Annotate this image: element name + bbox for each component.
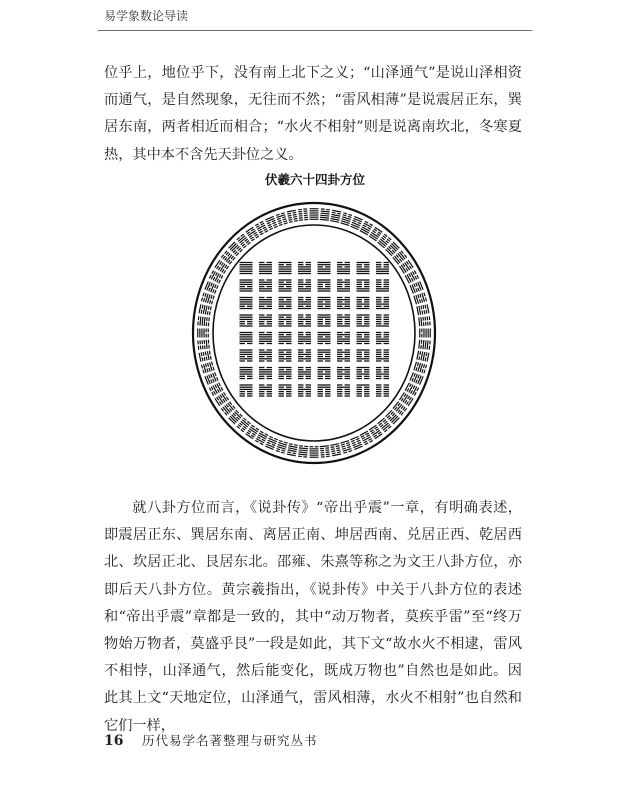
hexagram-symbol: [240, 279, 253, 291]
hexagram-symbol: [376, 349, 389, 361]
hexagram-symbol: [298, 445, 308, 458]
hexagram-symbol: [214, 392, 229, 406]
hexagram-symbol: [201, 362, 215, 374]
hexagram-symbol: [409, 281, 423, 294]
hexagram-symbol: [279, 314, 292, 326]
hexagram-symbol: [376, 262, 389, 274]
hexagram-symbol: [255, 431, 268, 446]
hexagram-symbol: [240, 332, 253, 344]
hexagram-symbol: [350, 216, 363, 230]
hexagram-symbol: [337, 332, 350, 344]
hexagram-symbol: [276, 440, 288, 454]
hexagram-symbol: [318, 332, 331, 344]
hexagram-symbol: [360, 431, 373, 446]
hexagram-symbol: [418, 340, 431, 350]
hexagram-symbol: [340, 440, 352, 454]
hexagram-symbol: [337, 297, 350, 309]
hexagram-symbol: [318, 262, 331, 274]
hexagram-symbol: [259, 349, 272, 361]
hexagram-symbol: [259, 279, 272, 291]
hexagram-symbol: [298, 349, 311, 361]
hexagram-symbol: [357, 314, 370, 326]
hexagram-symbol: [197, 340, 210, 350]
hexagram-symbol: [240, 349, 253, 361]
hexagram-symbol: [197, 329, 209, 338]
hexagram-symbol: [310, 446, 319, 458]
hexagram-symbol: [418, 316, 431, 326]
hexagram-symbol: [357, 367, 370, 379]
hexagram-symbol: [318, 279, 331, 291]
hexagram-symbol: [199, 304, 212, 315]
hexagram-symbol: [259, 332, 272, 344]
hexagram-symbol: [318, 314, 331, 326]
hexagram-symbol: [330, 210, 341, 223]
paragraph-1: 位乎上，地位乎下，没有南上北下之义；“山泽通气”是说山泽相资而通气，是自然现象，无往而不然；“雷风相薄”是说震居正东，巽居东南，两者相近而相合；“水火不相射”则是说离南坎北，冬寒夏热，其中本不含先天卦位之义。: [104, 65, 522, 163]
hexagram-symbol: [399, 260, 414, 274]
hexagram-symbol: [399, 392, 414, 406]
hexagram-symbol: [265, 436, 278, 450]
hexagram-symbol: [376, 297, 389, 309]
hexagram-symbol: [259, 262, 272, 274]
hexagram-symbol: [376, 367, 389, 379]
hexagram-symbol: [279, 332, 292, 344]
hexagram-symbol: [330, 443, 341, 456]
hexagram-symbol: [337, 349, 350, 361]
hexagram-symbol: [350, 436, 363, 450]
hexagram-symbol: [259, 297, 272, 309]
hexagram-symbol: [357, 384, 370, 396]
hexagram-symbol: [413, 292, 427, 304]
hexagram-symbol: [240, 384, 253, 396]
hexagram-symbol: [357, 332, 370, 344]
hexagram-symbol: [357, 297, 370, 309]
hexagram-symbol: [320, 208, 330, 221]
hexagram-symbol: [240, 367, 253, 379]
hexagram-symbol: [318, 297, 331, 309]
hexagram-symbol: [279, 349, 292, 361]
hexagram-symbol: [409, 372, 423, 385]
hexagram-symbol: [265, 216, 278, 230]
hexagram-symbol: [376, 384, 389, 396]
hexagram-symbol: [337, 314, 350, 326]
hexagram-symbol: [298, 314, 311, 326]
hexagram-symbol: [357, 262, 370, 274]
outer-circle: [193, 203, 435, 463]
series-title: 历代易学名著整理与研究丛书: [141, 733, 318, 748]
hexagram-symbol: [279, 279, 292, 291]
hexagram-symbol: [201, 292, 215, 304]
hexagram-symbol: [255, 221, 268, 236]
hexagram-symbol: [287, 443, 298, 456]
hexagram-symbol: [279, 367, 292, 379]
hexagram-symbol: [318, 384, 331, 396]
hexagram-symbol: [405, 270, 420, 283]
hexagram-symbol: [204, 372, 218, 385]
hexagram-symbol: [416, 304, 429, 315]
paragraph-2: 就八卦方位而言，《说卦传》“帝出乎震”一章，有明确表述，即震居正东、巽居东南、离居正南、坤居西南、兑居正西、乾居西北、坎居正北、艮居东北。邵雍、朱熹等称之为文王八卦方位，亦即后天八卦方位。黄宗羲指出，《说卦传》中关于八卦方位的表述和“帝出乎震”章都是一致的，其中“动万物者，莫疾乎雷”至“终万物始万物者，莫盛乎艮”一段是如此，其下文“故水火不相逮，雷风不相悖，山泽通气，然后能变化，既成万物也”自然也是如此。因此其上文“天地定位，山泽通气，雷风相薄，水火不相射”也自然和它们一样，: [104, 500, 522, 734]
hexagram-symbol: [419, 329, 431, 338]
hexagram-symbol: [357, 279, 370, 291]
hexagram-symbol: [298, 262, 311, 274]
hexagram-symbol: [416, 351, 429, 362]
hexagram-symbol: [337, 262, 350, 274]
figure-title: 伏羲六十四卦方位: [264, 172, 365, 187]
hexagram-symbol: [209, 382, 224, 395]
page-footer: [104, 731, 317, 749]
hexagram-symbol: [240, 314, 253, 326]
hexagram-symbol: [376, 332, 389, 344]
hexagram-ring: [197, 208, 431, 458]
hexagram-symbol: [337, 279, 350, 291]
hexagram-symbol: [197, 316, 210, 326]
header-rule: [98, 30, 532, 31]
hexagram-symbol: [405, 382, 420, 395]
hexagram-symbol: [320, 445, 330, 458]
hexagram-symbol: [279, 262, 292, 274]
hexagram-symbol: [337, 384, 350, 396]
hexagram-symbol: [340, 212, 352, 226]
hexagram-symbol: [204, 281, 218, 294]
hexagram-symbol: [276, 212, 288, 226]
page-number: 16: [104, 733, 124, 749]
hexagram-symbol: [298, 332, 311, 344]
hexagram-symbol: [287, 210, 298, 223]
hexagram-symbol: [209, 270, 224, 283]
hexagram-symbol: [259, 314, 272, 326]
hexagram-symbol: [298, 297, 311, 309]
hexagram-symbol: [279, 384, 292, 396]
hexagram-symbol: [357, 349, 370, 361]
hexagram-symbol: [376, 279, 389, 291]
hexagram-symbol: [318, 349, 331, 361]
hexagram-symbol: [214, 260, 229, 274]
hexagram-symbol: [240, 297, 253, 309]
hexagram-square: [240, 262, 390, 397]
hexagram-symbol: [318, 367, 331, 379]
hexagram-symbol: [298, 279, 311, 291]
fuxi-64-hexagram-diagram: [175, 188, 453, 478]
hexagram-symbol: [240, 262, 253, 274]
hexagram-symbol: [279, 297, 292, 309]
hexagram-symbol: [259, 367, 272, 379]
hexagram-symbol: [298, 208, 308, 221]
hexagram-symbol: [360, 221, 373, 236]
hexagram-symbol: [337, 367, 350, 379]
hexagram-symbol: [259, 384, 272, 396]
hexagram-symbol: [310, 208, 319, 220]
hexagram-symbol: [298, 367, 311, 379]
hexagram-symbol: [199, 351, 212, 362]
hexagram-symbol: [298, 384, 311, 396]
hexagram-symbol: [376, 314, 389, 326]
running-head: 易学象数论导读: [104, 9, 189, 23]
hexagram-symbol: [413, 362, 427, 374]
